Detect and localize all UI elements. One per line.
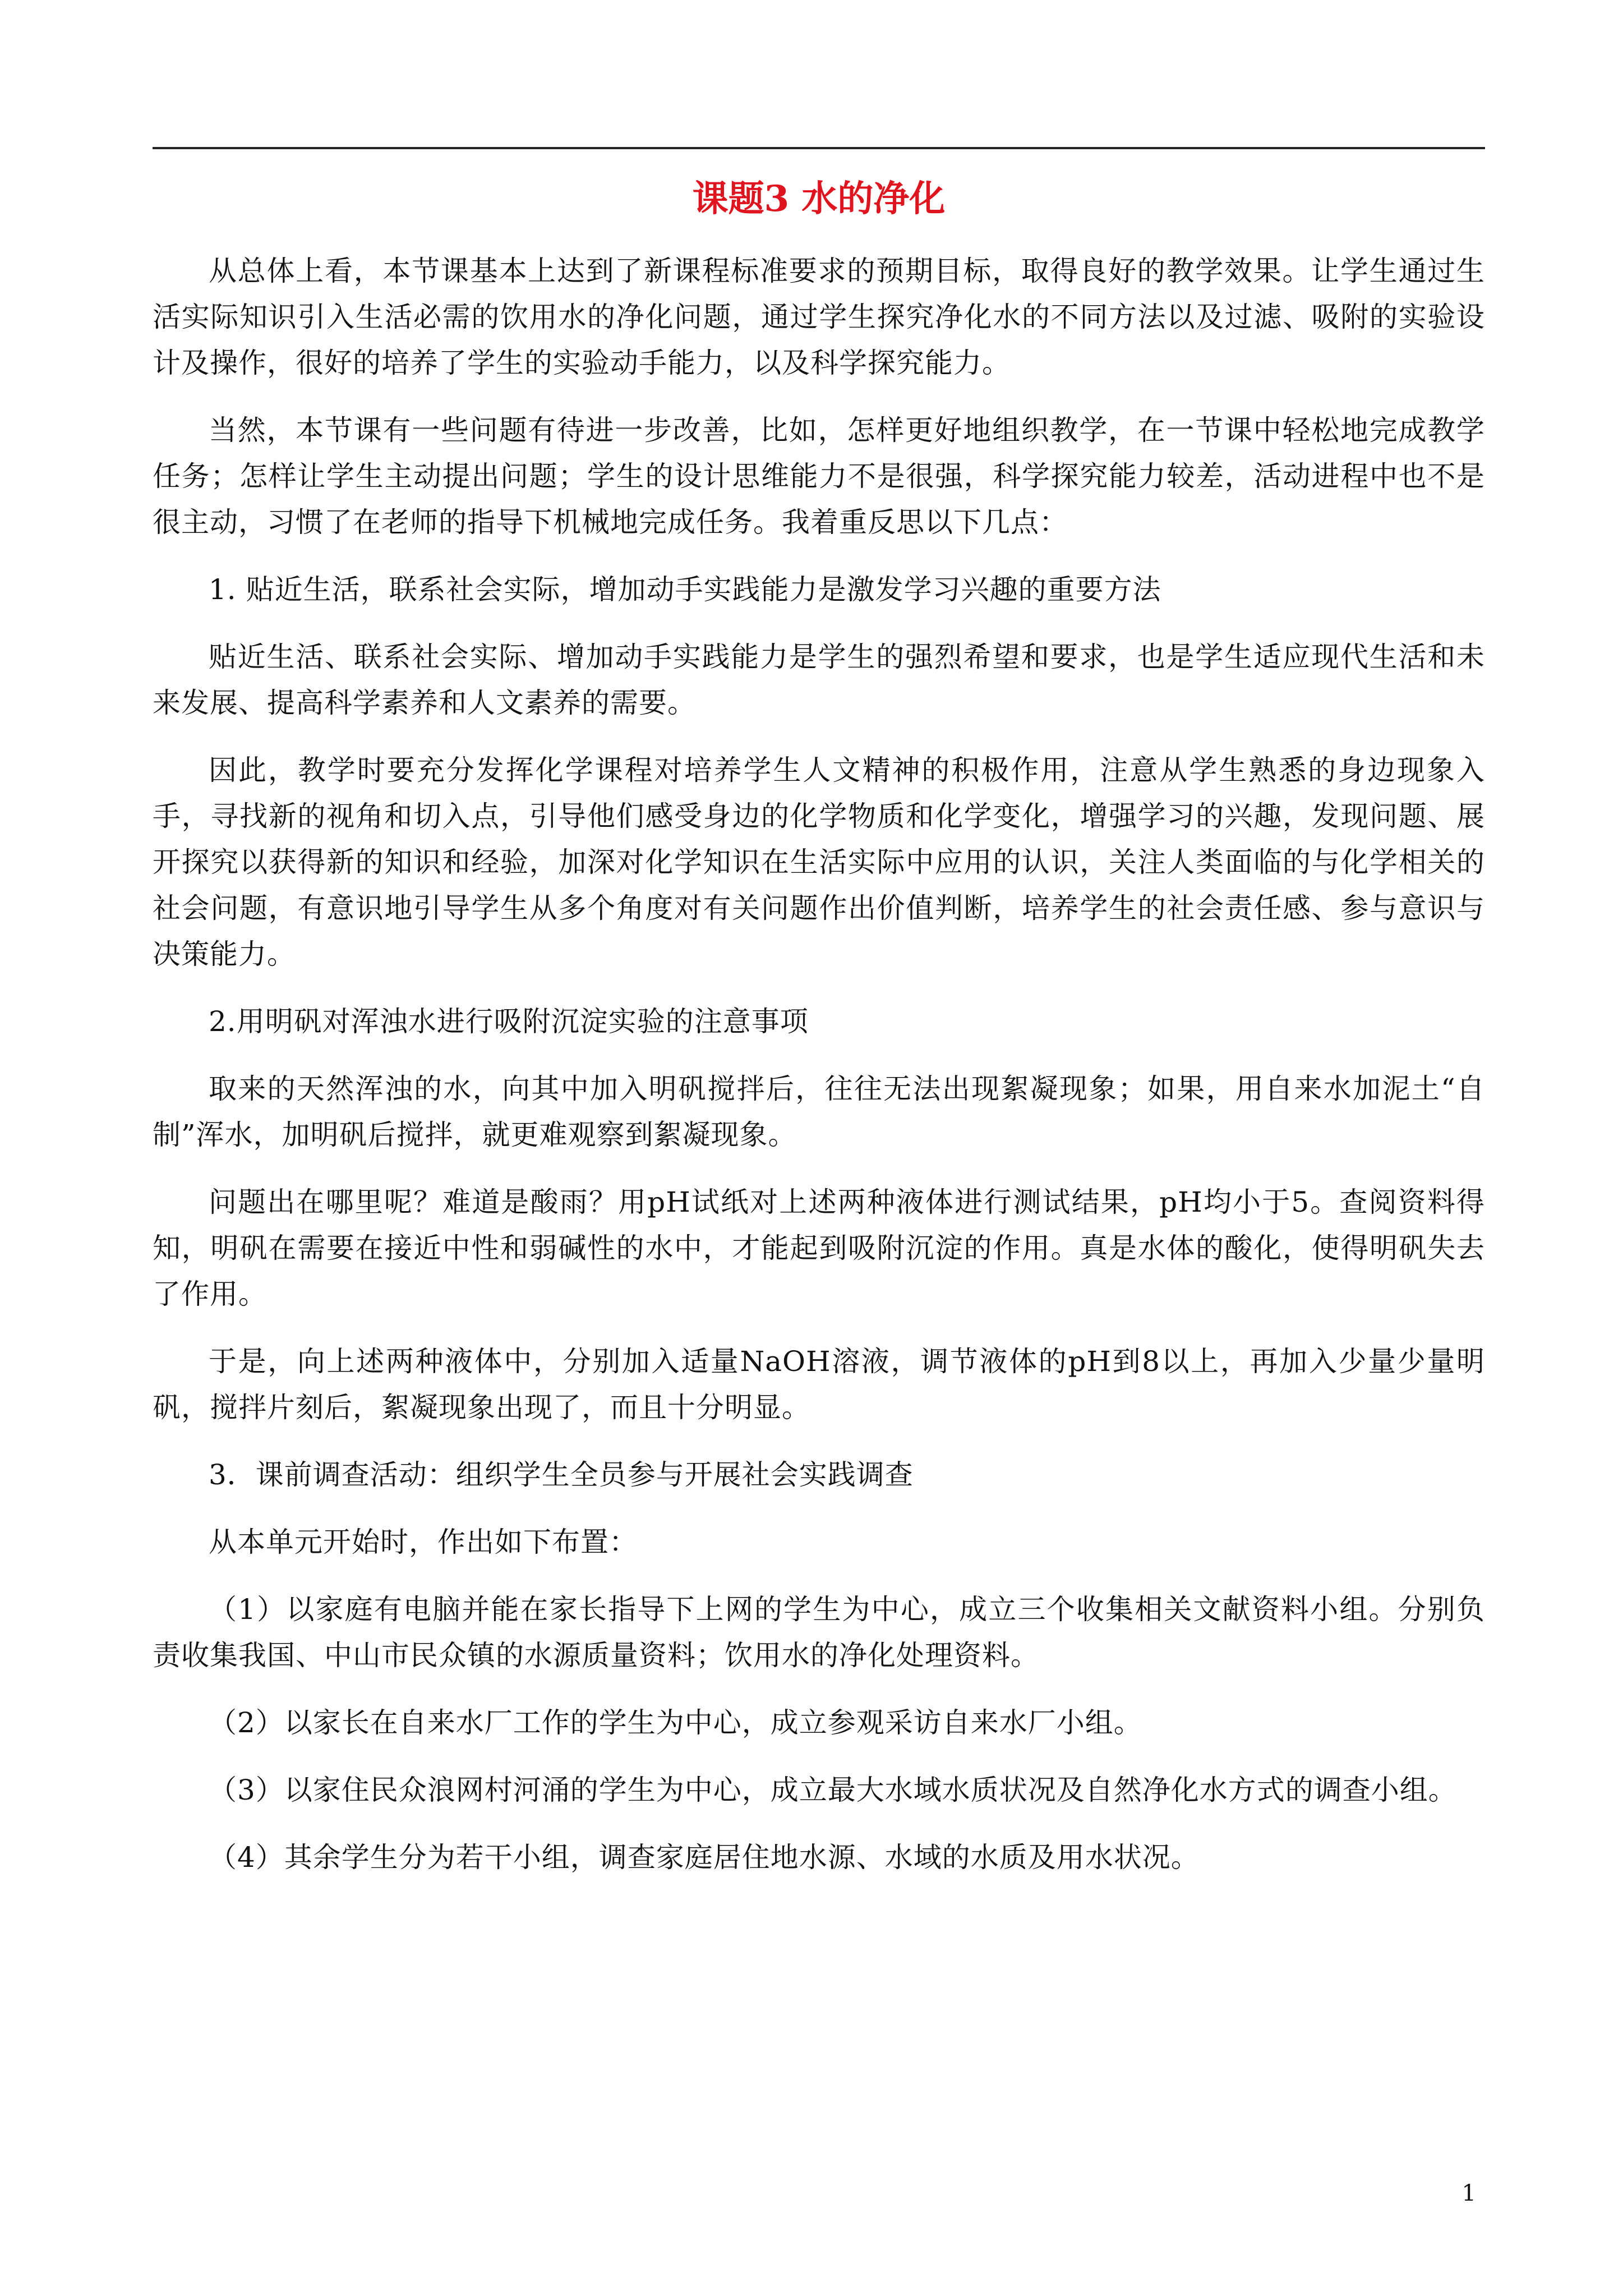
header-rule — [153, 147, 1485, 149]
paragraph-overview: 从总体上看，本节课基本上达到了新课程标准要求的预期目标，取得良好的教学效果。让学生通过生活实际知识引入生活必需的饮用水的净化问题，通过学生探究净化水的不同方法以及过滤、吸附的实验设计及操作，很好的培养了学生的实验动手能力，以及科学探究能力。 — [153, 255, 1485, 379]
paragraph-improvements: 当然，本节课有一些问题有待进一步改善，比如，怎样更好地组织教学，在一节课中轻松地完成教学任务；怎样让学生主动提出问题；学生的设计思维能力不是很强，科学探究能力较差，活动进程中也不是很主动，习惯了在老师的指导下机械地完成任务。我着重反思以下几点： — [153, 414, 1485, 539]
paragraph-real-life: 贴近生活、联系社会实际、增加动手实践能力是学生的强烈希望和要求，也是学生适应现代生活和未来发展、提高科学素养和人文素养的需要。 — [153, 641, 1485, 719]
page-number: 1 — [1461, 2180, 1476, 2206]
paragraph-naoh-solution: 于是，向上述两种液体中，分别加入适量NaOH溶液，调节液体的pH到8以上，再加入少量少量明矾，搅拌片刻后，絮凝现象出现了，而且十分明显。 — [153, 1345, 1485, 1424]
list-item-4: （4）其余学生分为若干小组，调查家庭居住地水源、水域的水质及用水状况。 — [209, 1841, 1200, 1874]
document-body — [153, 248, 1485, 1902]
paragraph-alum-observation: 取来的天然浑浊的水，向其中加入明矾搅拌后，往往无法出现絮凝现象；如果，用自来水加泥土“自制”浑水，加明矾后搅拌，就更难观察到絮凝现象。 — [153, 1073, 1485, 1151]
section-heading-1: 1. 贴近生活，联系社会实际，增加动手实践能力是激发学习兴趣的重要方法 — [209, 573, 1161, 606]
list-item-1: （1）以家庭有电脑并能在家长指导下上网的学生为中心，成立三个收集相关文献资料小组。分别负责收集我国、中山市民众镇的水源质量资料；饮用水的净化处理资料。 — [153, 1593, 1485, 1672]
paragraph-ph-problem: 问题出在哪里呢？难道是酸雨？用pH试纸对上述两种液体进行测试结果，pH均小于5。查阅资料得知，明矾在需要在接近中性和弱碱性的水中，才能起到吸附沉淀的作用。真是水体的酸化，使得明矾失去了作用。 — [153, 1186, 1485, 1310]
list-item-3: （3）以家住民众浪网村河涌的学生为中心，成立最大水域水质状况及自然净化水方式的调查小组。 — [209, 1774, 1457, 1806]
section-heading-2: 2.用明矾对浑浊水进行吸附沉淀实验的注意事项 — [209, 1005, 809, 1038]
paragraph-teaching: 因此，教学时要充分发挥化学课程对培养学生人文精神的积极作用，注意从学生熟悉的身边现象入手，寻找新的视角和切入点，引导他们感受身边的化学物质和化学变化，增强学习的兴趣，发现问题、展开探究以获得新的知识和经验，加深对化学知识在生活实际中应用的认识，关注人类面临的与化学相关的社会问题，有意识地引导学生从多个角度对有关问题作出价值判断，培养学生的社会责任感、参与意识与决策能力。 — [153, 754, 1485, 970]
section-heading-3: 3．课前调查活动：组织学生全员参与开展社会实践调查 — [209, 1458, 914, 1491]
list-item-2: （2）以家长在自来水厂工作的学生为中心，成立参观采访自来水厂小组。 — [209, 1706, 1142, 1739]
paragraph-arrangement: 从本单元开始时，作出如下布置： — [209, 1526, 638, 1558]
page-title: 课题3 水的净化 — [692, 178, 946, 220]
